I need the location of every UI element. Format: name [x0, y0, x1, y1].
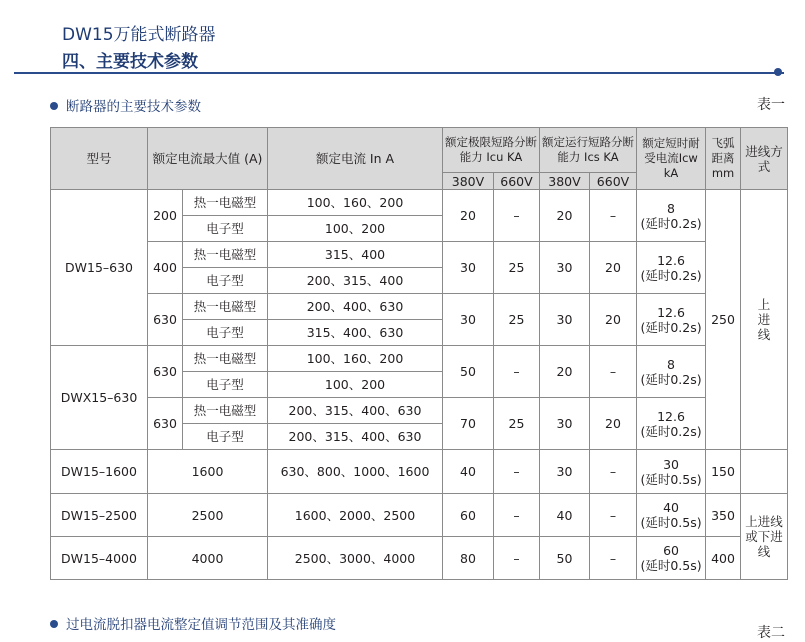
- header-model: 型号: [51, 128, 148, 190]
- icw-value: 30: [663, 456, 679, 472]
- icu-660-cell: –: [494, 450, 540, 494]
- table-row: [51, 398, 788, 424]
- max-current-cell: 630: [148, 346, 183, 398]
- max-current-cell: 1600: [148, 450, 268, 494]
- ics-660-cell: –: [590, 190, 637, 242]
- icw-value: 12.6: [657, 304, 685, 320]
- rated-current-cell: 200、315、400: [268, 268, 443, 294]
- section-heading-2: [50, 613, 336, 633]
- section-title: 四、主要技术参数: [62, 52, 198, 72]
- table-row: [51, 450, 788, 494]
- icu-380-cell: 80: [443, 537, 494, 580]
- type-cell: 电子型: [183, 320, 268, 346]
- icw-value: 40: [663, 500, 679, 515]
- arc-distance-cell: 400: [706, 537, 741, 580]
- divider-end-dot: [774, 68, 782, 76]
- max-current-cell: 2500: [148, 494, 268, 537]
- rated-current-cell: 630、800、1000、1600: [268, 450, 443, 494]
- table-row: [51, 190, 788, 216]
- ics-380-cell: 20: [540, 346, 590, 398]
- icw-value: 8: [667, 200, 675, 216]
- type-cell: 电子型: [183, 424, 268, 450]
- rated-current-cell: 2500、3000、4000: [268, 537, 443, 580]
- rated-current-cell: 100、160、200: [268, 346, 443, 372]
- icw-delay: (延时0.2s): [640, 215, 702, 231]
- rated-current-cell: 315、400: [268, 242, 443, 268]
- header-icu: 额定极限短路分断能力 Icu KA: [443, 128, 540, 173]
- icw-cell: [637, 190, 706, 242]
- ics-380-cell: 20: [540, 190, 590, 242]
- icw-delay: (延时0.5s): [640, 515, 702, 530]
- ics-660-cell: –: [590, 450, 637, 494]
- ics-380-cell: 30: [540, 450, 590, 494]
- ics-660-cell: –: [590, 494, 637, 537]
- icw-delay: (延时0.2s): [640, 267, 702, 283]
- table-row: [51, 242, 788, 268]
- icu-380-cell: 70: [443, 398, 494, 450]
- icu-380-cell: 30: [443, 242, 494, 294]
- icu-380-cell: 50: [443, 346, 494, 398]
- header-arc: 飞弧距离 mm: [706, 128, 741, 190]
- icw-delay: (延时0.2s): [640, 371, 702, 387]
- max-current-cell: 630: [148, 398, 183, 450]
- type-cell: 热一电磁型: [183, 346, 268, 372]
- ics-660-cell: 20: [590, 294, 637, 346]
- wiring-cell: 上进线或下进线: [741, 494, 788, 580]
- icw-delay: (延时0.5s): [640, 558, 702, 573]
- model-cell: DW15–630: [51, 190, 148, 346]
- table-row: [51, 346, 788, 372]
- ics-380-cell: 30: [540, 242, 590, 294]
- header-icu-380v: 380V: [443, 173, 494, 190]
- rated-current-cell: 100、200: [268, 216, 443, 242]
- type-cell: 热一电磁型: [183, 398, 268, 424]
- ics-660-cell: –: [590, 346, 637, 398]
- model-cell: DWX15–630: [51, 346, 148, 450]
- type-cell: 热一电磁型: [183, 190, 268, 216]
- icw-cell: [637, 537, 706, 580]
- max-current-cell: 400: [148, 242, 183, 294]
- header-rated-current: 额定电流 In A: [268, 128, 443, 190]
- icu-660-cell: 25: [494, 398, 540, 450]
- icu-660-cell: –: [494, 190, 540, 242]
- ics-660-cell: –: [590, 537, 637, 580]
- icw-cell: [637, 494, 706, 537]
- ics-380-cell: 30: [540, 398, 590, 450]
- bullet-icon: [50, 102, 58, 110]
- rated-current-cell: 315、400、630: [268, 320, 443, 346]
- ics-380-cell: 50: [540, 537, 590, 580]
- wiring-cell-empty: [741, 450, 788, 494]
- max-current-cell: 4000: [148, 537, 268, 580]
- icw-value: 8: [667, 356, 675, 372]
- product-title: DW15万能式断路器: [62, 25, 216, 45]
- icw-delay: (延时0.2s): [640, 319, 702, 335]
- icu-380-cell: 30: [443, 294, 494, 346]
- icw-delay: (延时0.2s): [640, 423, 702, 439]
- ics-380-cell: 30: [540, 294, 590, 346]
- icu-380-cell: 60: [443, 494, 494, 537]
- ics-660-cell: 20: [590, 242, 637, 294]
- icw-cell: [637, 294, 706, 346]
- icw-cell: [637, 346, 706, 398]
- type-cell: 电子型: [183, 372, 268, 398]
- header-ics-380v: 380V: [540, 173, 590, 190]
- table-row: [51, 494, 788, 537]
- icw-cell: [637, 450, 706, 494]
- rated-current-cell: 1600、2000、2500: [268, 494, 443, 537]
- icw-value: 12.6: [657, 408, 685, 424]
- wiring-cell: 上进线: [741, 190, 788, 450]
- spec-table: [50, 127, 788, 580]
- max-current-cell: 630: [148, 294, 183, 346]
- type-cell: 电子型: [183, 268, 268, 294]
- table-row: [51, 537, 788, 580]
- model-cell: DW15–1600: [51, 450, 148, 494]
- table-tag-2: 表二: [757, 625, 785, 641]
- icw-value: 60: [663, 543, 679, 558]
- table-tag-1: 表一: [757, 97, 785, 113]
- header-divider: [14, 72, 784, 74]
- icu-660-cell: 25: [494, 242, 540, 294]
- type-cell: 热一电磁型: [183, 242, 268, 268]
- type-cell: 热一电磁型: [183, 294, 268, 320]
- icw-cell: [637, 242, 706, 294]
- arc-distance-cell: 250: [706, 190, 741, 450]
- header-ics-660v: 660V: [590, 173, 637, 190]
- section-heading-1-label: 断路器的主要技术参数: [66, 99, 201, 115]
- icu-660-cell: –: [494, 346, 540, 398]
- rated-current-cell: 100、160、200: [268, 190, 443, 216]
- rated-current-cell: 100、200: [268, 372, 443, 398]
- icw-cell: [637, 398, 706, 450]
- rated-current-cell: 200、315、400、630: [268, 424, 443, 450]
- ics-660-cell: 20: [590, 398, 637, 450]
- ics-380-cell: 40: [540, 494, 590, 537]
- icu-660-cell: –: [494, 537, 540, 580]
- header-ics: 额定运行短路分断能力 Ics KA: [540, 128, 637, 173]
- icu-660-cell: 25: [494, 294, 540, 346]
- rated-current-cell: 200、400、630: [268, 294, 443, 320]
- table-row: [51, 294, 788, 320]
- max-current-cell: 200: [148, 190, 183, 242]
- model-cell: DW15–2500: [51, 494, 148, 537]
- icu-380-cell: 40: [443, 450, 494, 494]
- rated-current-cell: 200、315、400、630: [268, 398, 443, 424]
- header-icw: 额定短时耐受电流Icw kA: [637, 128, 706, 190]
- icw-value: 12.6: [657, 252, 685, 268]
- header-icu-660v: 660V: [494, 173, 540, 190]
- model-cell: DW15–4000: [51, 537, 148, 580]
- icu-380-cell: 20: [443, 190, 494, 242]
- section-heading-1: [50, 95, 201, 115]
- arc-distance-cell: 350: [706, 494, 741, 537]
- type-cell: 电子型: [183, 216, 268, 242]
- icw-delay: (延时0.5s): [640, 471, 702, 487]
- section-heading-2-label: 过电流脱扣器电流整定值调节范围及其准确度: [66, 617, 336, 633]
- icu-660-cell: –: [494, 494, 540, 537]
- arc-distance-cell: 150: [706, 450, 741, 494]
- header-max-rated-current: 额定电流最大值 (A): [148, 128, 268, 190]
- bullet-icon: [50, 620, 58, 628]
- header-wiring: 进线方式: [741, 128, 788, 190]
